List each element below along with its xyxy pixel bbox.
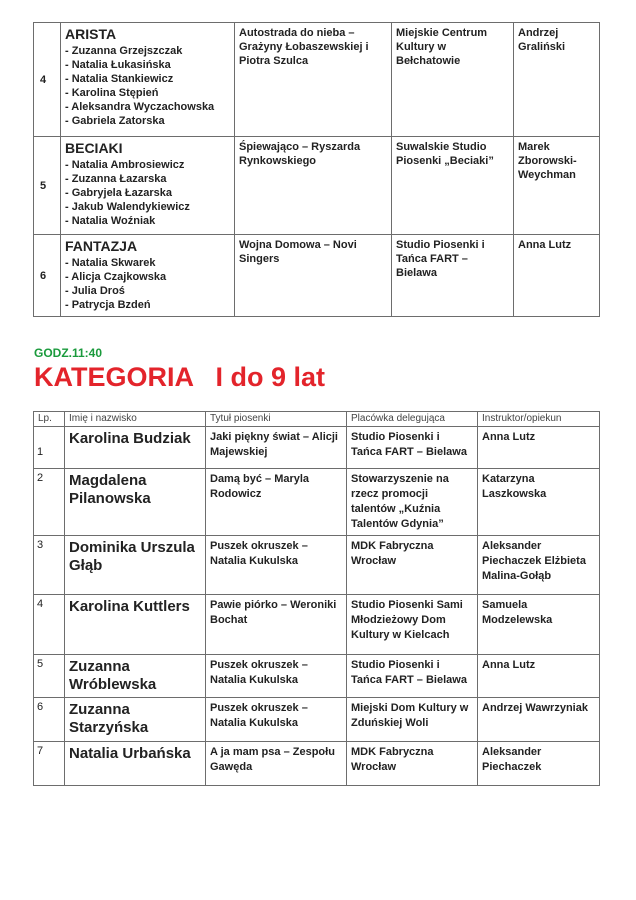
group-cell <box>61 235 235 317</box>
participant-name: Zuzanna Wróblewska <box>65 655 206 698</box>
song-title: A ja mam psa – Zespołu Gawęda <box>206 742 347 786</box>
row-number: 4 <box>34 595 65 655</box>
song-title: Autostrada do nieba – Grażyny Łobaszewskiej i Piotra Szulca <box>235 23 392 137</box>
institution: Studio Piosenki i Tańca FART – Bielawa <box>347 427 478 469</box>
table-row <box>34 469 600 536</box>
header-lp: Lp. <box>34 412 65 427</box>
participant-name: Magdalena Pilanowska <box>65 469 206 536</box>
instructor: Anna Lutz <box>478 655 600 698</box>
table-row <box>34 137 600 235</box>
group-name: BECIAKI <box>65 140 123 156</box>
table-row <box>34 655 600 698</box>
header-row <box>34 412 600 427</box>
header-song: Tytuł piosenki <box>206 412 347 427</box>
participants-table <box>33 411 600 786</box>
instructor: Samuela Modzelewska <box>478 595 600 655</box>
institution: Studio Piosenki i Tańca FART – Bielawa <box>347 655 478 698</box>
member-name: - Zuzanna Grzejszczak <box>65 45 183 57</box>
song-title: Puszek okruszek – Natalia Kukulska <box>206 698 347 742</box>
participant-name: Karolina Kuttlers <box>65 595 206 655</box>
institution: MDK Fabryczna Wrocław <box>347 536 478 595</box>
row-number: 3 <box>34 536 65 595</box>
song-title: Puszek okruszek – Natalia Kukulska <box>206 655 347 698</box>
row-number: 6 <box>34 698 65 742</box>
group-cell <box>61 23 235 137</box>
instructor: Aleksander Piechaczek <box>478 742 600 786</box>
member-name: - Jakub Walendykiewicz <box>65 201 190 213</box>
group-name: ARISTA <box>65 26 117 42</box>
row-number: 5 <box>34 655 65 698</box>
member-name: - Alicja Czajkowska <box>65 271 167 283</box>
header-instructor: Instruktor/opiekun <box>478 412 600 427</box>
table-row <box>34 536 600 595</box>
table-row <box>34 698 600 742</box>
member-name: - Julia Droś <box>65 285 125 297</box>
row-number: 2 <box>34 469 65 536</box>
member-name: - Patrycja Bzdeń <box>65 299 151 311</box>
table-row <box>34 235 600 317</box>
table-row <box>34 427 600 469</box>
instructor: Marek Zborowski-Weychman <box>514 137 600 235</box>
institution: Studio Piosenki Sami Młodzieżowy Dom Kultury w Kielcach <box>347 595 478 655</box>
member-name: - Natalia Łukasińska <box>65 59 171 71</box>
row-number: 6 <box>34 235 61 317</box>
groups-table <box>33 22 600 317</box>
group-cell <box>61 137 235 235</box>
institution: Studio Piosenki i Tańca FART – Bielawa <box>392 235 514 317</box>
instructor: Katarzyna Laszkowska <box>478 469 600 536</box>
institution: Miejski Dom Kultury w Zduńskiej Woli <box>347 698 478 742</box>
song-title: Pawie piórko – Weroniki Bochat <box>206 595 347 655</box>
member-name: - Natalia Stankiewicz <box>65 73 174 85</box>
time-label: GODZ.11:40 <box>34 346 103 360</box>
group-name: FANTAZJA <box>65 238 138 254</box>
member-name: - Zuzanna Łazarska <box>65 173 167 185</box>
table-row <box>34 742 600 786</box>
institution: Miejskie Centrum Kultury w Bełchatowie <box>392 23 514 137</box>
institution: Suwalskie Studio Piosenki „Beciaki” <box>392 137 514 235</box>
row-number: 5 <box>34 137 61 235</box>
row-number: 7 <box>34 742 65 786</box>
participant-name: Natalia Urbańska <box>65 742 206 786</box>
institution: MDK Fabryczna Wrocław <box>347 742 478 786</box>
member-name: - Karolina Stępień <box>65 87 159 99</box>
instructor: Aleksander Piechaczek Elżbieta Malina-Gołąb <box>478 536 600 595</box>
participant-name: Zuzanna Starzyńska <box>65 698 206 742</box>
header-name: Imię i nazwisko <box>65 412 206 427</box>
instructor: Andrzej Wawrzyniak <box>478 698 600 742</box>
table-row <box>34 595 600 655</box>
row-number: 4 <box>34 23 61 137</box>
member-name: - Natalia Woźniak <box>65 215 156 227</box>
member-name: - Natalia Skwarek <box>65 257 156 269</box>
song-title: Jaki piękny świat – Alicji Majewskiej <box>206 427 347 469</box>
instructor: Anna Lutz <box>478 427 600 469</box>
song-title: Damą być – Maryla Rodowicz <box>206 469 347 536</box>
song-title: Wojna Domowa – Novi Singers <box>235 235 392 317</box>
member-name: - Gabryjela Łazarska <box>65 187 173 199</box>
member-name: - Aleksandra Wyczachowska <box>65 101 215 113</box>
institution: Stowarzyszenie na rzecz promocji talentów „Kuźnia Talentów Gdynia” <box>347 469 478 536</box>
member-name: - Gabriela Zatorska <box>65 115 165 127</box>
category-title: KATEGORIA I do 9 lat <box>34 362 326 392</box>
row-number: 1 <box>34 427 65 469</box>
song-title: Śpiewająco – Ryszarda Rynkowskiego <box>235 137 392 235</box>
header-institution: Placówka delegująca <box>347 412 478 427</box>
participant-name: Karolina Budziak <box>65 427 206 469</box>
member-name: - Natalia Ambrosiewicz <box>65 159 185 171</box>
participant-name: Dominika Urszula Głąb <box>65 536 206 595</box>
instructor: Anna Lutz <box>514 235 600 317</box>
instructor: Andrzej Graliński <box>514 23 600 137</box>
table-row <box>34 23 600 137</box>
song-title: Puszek okruszek – Natalia Kukulska <box>206 536 347 595</box>
